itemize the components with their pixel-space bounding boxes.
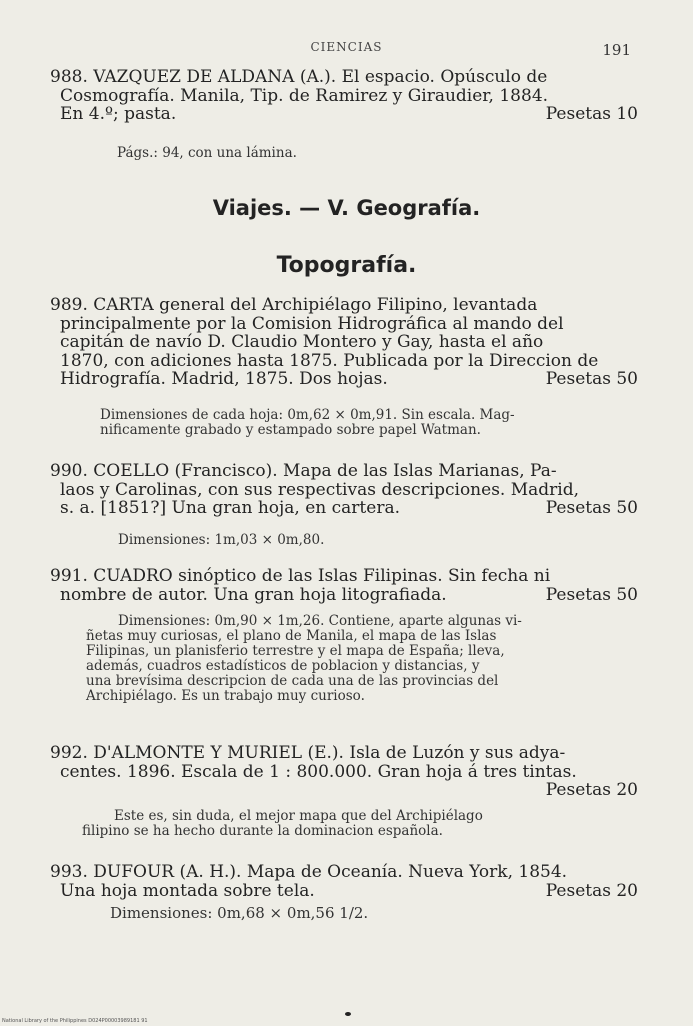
entry-line: s. a. [1851?] Una gran hoja, en cartera. Pesetas 50 — [60, 498, 638, 518]
price: Pesetas 20 — [545, 880, 638, 901]
scan-footer: National Library of the Philippines D024P00003989181 91 — [2, 1018, 148, 1024]
entry-line: Una hoja montada sobre tela. Pesetas 20 — [60, 880, 638, 901]
page-number: 191 — [602, 41, 631, 59]
entry-line: 991. CUADRO sinóptico de las Islas Filipinas. Sin fecha ni — [50, 566, 551, 586]
catalog-entry-988 — [50, 68, 638, 124]
running-header: CIENCIAS — [310, 40, 383, 54]
entry-line: laos y Carolinas, con sus respectivas descripciones. Madrid, — [60, 479, 579, 500]
price: Pesetas 50 — [545, 584, 638, 605]
entry-line: 1870, con adiciones hasta 1875. Publicada por la Direccion de — [60, 350, 599, 371]
entry-line: 989. CARTA general del Archipiélago Filipino, levantada — [50, 295, 538, 315]
entry-note-990: Dimensiones: 1m,03 × 0m,80. — [118, 532, 325, 548]
ink-mark — [345, 1012, 351, 1016]
entry-line: capitán de navío D. Claudio Montero y Gay, hasta el año — [60, 332, 544, 352]
entry-note-993: Dimensiones: 0m,68 × 0m,56 1/2. — [110, 904, 369, 922]
catalog-entry-992 — [50, 744, 638, 800]
entry-line: 992. D'ALMONTE Y MURIEL (E.). Isla de Luzón y sus adya- — [50, 743, 566, 763]
entry-line: Hidrografía. Madrid, 1875. Dos hojas. Pesetas 50 — [60, 369, 638, 389]
price: Pesetas 50 — [545, 498, 638, 518]
entry-line: 988. VAZQUEZ DE ALDANA (A.). El espacio. Opúsculo de — [50, 67, 548, 87]
entry-note-992: Este es, sin duda, el mejor mapa que del Archipiélago filipino se ha hecho durante la dominacion española. — [82, 808, 483, 839]
catalog-entry-989 — [50, 296, 638, 389]
price: Pesetas 50 — [545, 369, 638, 389]
entry-line: En 4.º; pasta. Pesetas 10 — [60, 104, 638, 124]
section-heading-viajes: Viajes. — V. Geografía. — [212, 196, 481, 220]
catalog-entry-993 — [50, 863, 638, 900]
price: Pesetas 20 — [545, 780, 638, 800]
entry-note-989: Dimensiones de cada hoja: 0m,62 × 0m,91. Sin escala. Mag- nificamente grabado y estampado sobre papel Watman. — [100, 407, 515, 438]
entry-line — [50, 781, 638, 800]
entry-line: centes. 1896. Escala de 1 : 800.000. Gran hoja á tres tintas. — [60, 761, 577, 782]
entry-line: Cosmografía. Manila, Tip. de Ramirez y Giraudier, 1884. — [60, 85, 549, 106]
price: Pesetas 10 — [545, 104, 638, 124]
catalog-entry-990 — [50, 462, 638, 518]
entry-line: nombre de autor. Una gran hoja litografiada. Pesetas 50 — [60, 584, 638, 605]
catalog-entry-991 — [50, 567, 638, 604]
entry-line: 993. DUFOUR (A. H.). Mapa de Oceanía. Nueva York, 1854. — [50, 862, 568, 882]
entry-note-988: Págs.: 94, con una lámina. — [117, 145, 297, 161]
entry-note-991: Dimensiones: 0m,90 × 1m,26. Contiene, aparte algunas vi- ñetas muy curiosas, el plano de Manila, el mapa de las Islas Filipinas, un planisferio terrestre y el mapa de España; lleva, además, cuadros estadísticos de poblacion y distancias, y una brevísima descripcion de cada una de las provincias del Archipiélago. Es un trabajo muy curioso. — [86, 613, 522, 704]
entry-line: principalmente por la Comision Hidrográfica al mando del — [60, 313, 564, 334]
section-heading-topografia: Topografía. — [276, 253, 417, 278]
entry-line: 990. COELLO (Francisco). Mapa de las Islas Marianas, Pa- — [50, 461, 557, 481]
